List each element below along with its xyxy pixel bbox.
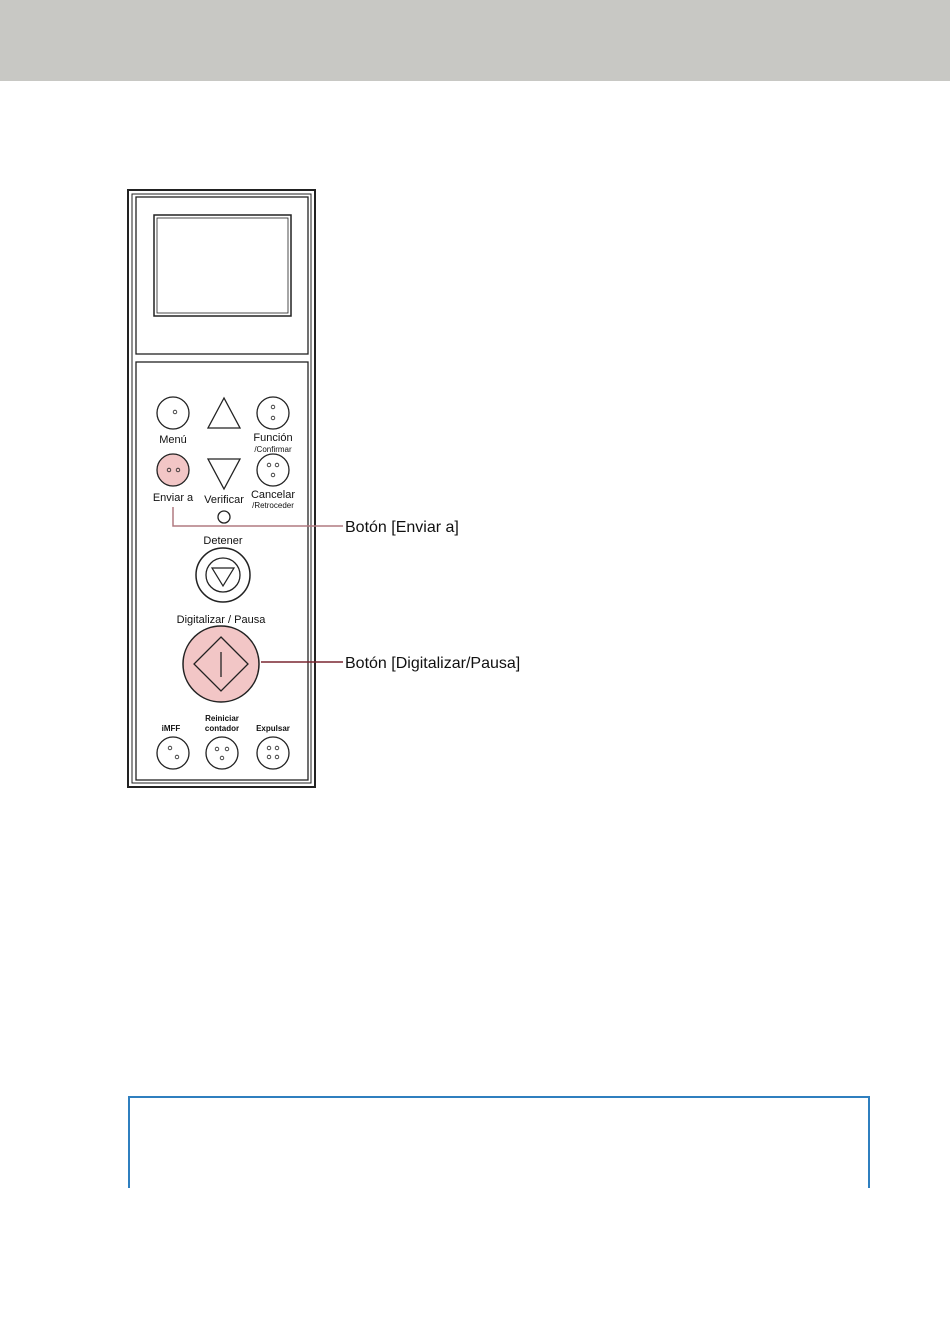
reset-counter-label-2: contador	[204, 724, 240, 733]
hint-box	[128, 1096, 870, 1188]
lcd-screen	[154, 215, 291, 316]
eject-button[interactable]	[257, 737, 289, 769]
back-label: /Retroceder	[252, 501, 294, 510]
eject-label: Expulsar	[256, 724, 290, 733]
stop-button[interactable]	[196, 548, 250, 602]
cancel-label: Cancelar	[250, 489, 296, 501]
menu-button[interactable]	[157, 397, 189, 429]
reset-counter-button[interactable]	[206, 737, 238, 769]
send-to-button[interactable]	[157, 454, 189, 486]
imff-button[interactable]	[157, 737, 189, 769]
confirm-label: /Confirmar	[254, 445, 292, 454]
reset-counter-label-1: Reiniciar	[205, 714, 239, 723]
scan-pause-button[interactable]	[183, 626, 259, 702]
cancel-back-button[interactable]	[257, 454, 289, 486]
scan-pause-callout-text: Botón [Digitalizar/Pausa]	[345, 655, 521, 672]
scan-pause-label: Digitalizar / Pausa	[176, 614, 266, 626]
function-confirm-button[interactable]	[257, 397, 289, 429]
imff-label: iMFF	[161, 724, 181, 733]
stop-label: Detener	[203, 535, 243, 547]
menu-label: Menú	[159, 434, 187, 446]
send-to-callout-text: Botón [Enviar a]	[345, 519, 459, 536]
function-label: Función	[253, 432, 293, 444]
verify-label: Verificar	[204, 494, 244, 506]
send-to-label: Enviar a	[152, 492, 194, 504]
verify-indicator-led	[218, 511, 230, 523]
up-arrow-button[interactable]	[208, 398, 240, 428]
lcd-frame	[136, 197, 308, 354]
lcd-screen-inner	[157, 218, 288, 313]
down-arrow-button[interactable]	[208, 459, 240, 489]
